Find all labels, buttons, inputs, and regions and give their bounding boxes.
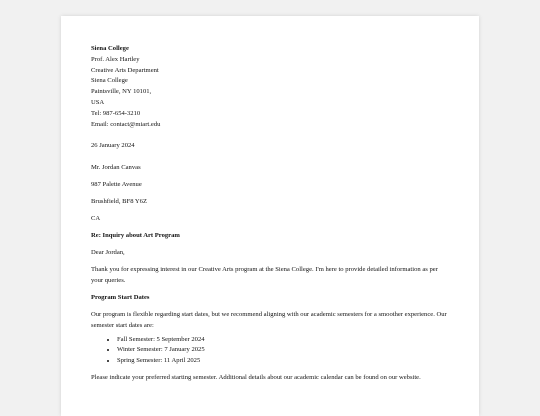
sender-line: Creative Arts Department: [91, 66, 159, 74]
sender-line: USA: [91, 98, 105, 106]
section-paragraph: Our program is flexible regarding start dates, but we recommend aligning with our academic semesters for a smoother experience. Our semester start dates are:: [91, 311, 447, 329]
list-item: • Spring Semester: 11 April 2025: [117, 356, 449, 367]
closing-paragraph: Please indicate your preferred starting semester. Additional details about our academic calendar can be found on our website.: [91, 374, 421, 382]
sender-institution: Siena College: [91, 45, 129, 52]
sender-phone: Tel: 987-654-3210: [91, 109, 141, 117]
letter-page: [61, 16, 479, 416]
letter-date: 26 January 2024: [91, 142, 135, 150]
list-item: • Fall Semester: 5 September 2024: [117, 335, 449, 346]
sender-line: Paintsville, NY 10101,: [91, 88, 152, 96]
list-item: • Winter Semester: 7 January 2025: [117, 345, 449, 356]
sender-line: Prof. Alex Hartley: [91, 55, 140, 63]
intro-paragraph: Thank you for expressing interest in our Creative Arts program at the Siena College. I'm here to provide detailed information as per your queries.: [91, 265, 438, 284]
section-heading: Program Start Dates: [91, 294, 150, 302]
sender-block: [91, 44, 449, 130]
recipient-line: CA: [91, 215, 101, 223]
sender-line: Siena College: [91, 77, 128, 85]
recipient-line: Brushfield, BF8 Y6Z: [91, 198, 147, 206]
sender-email: Email: contact@miart.edu: [91, 120, 161, 128]
recipient-line: 987 Palette Avenue: [91, 181, 142, 189]
recipient-line: Mr. Jordan Canvas: [91, 164, 141, 172]
start-dates-list: [91, 335, 449, 367]
salutation: Dear Jordan,: [91, 248, 125, 256]
recipient-block: [91, 163, 449, 225]
letter-subject: Re: Inquiry about Art Program: [91, 232, 180, 240]
